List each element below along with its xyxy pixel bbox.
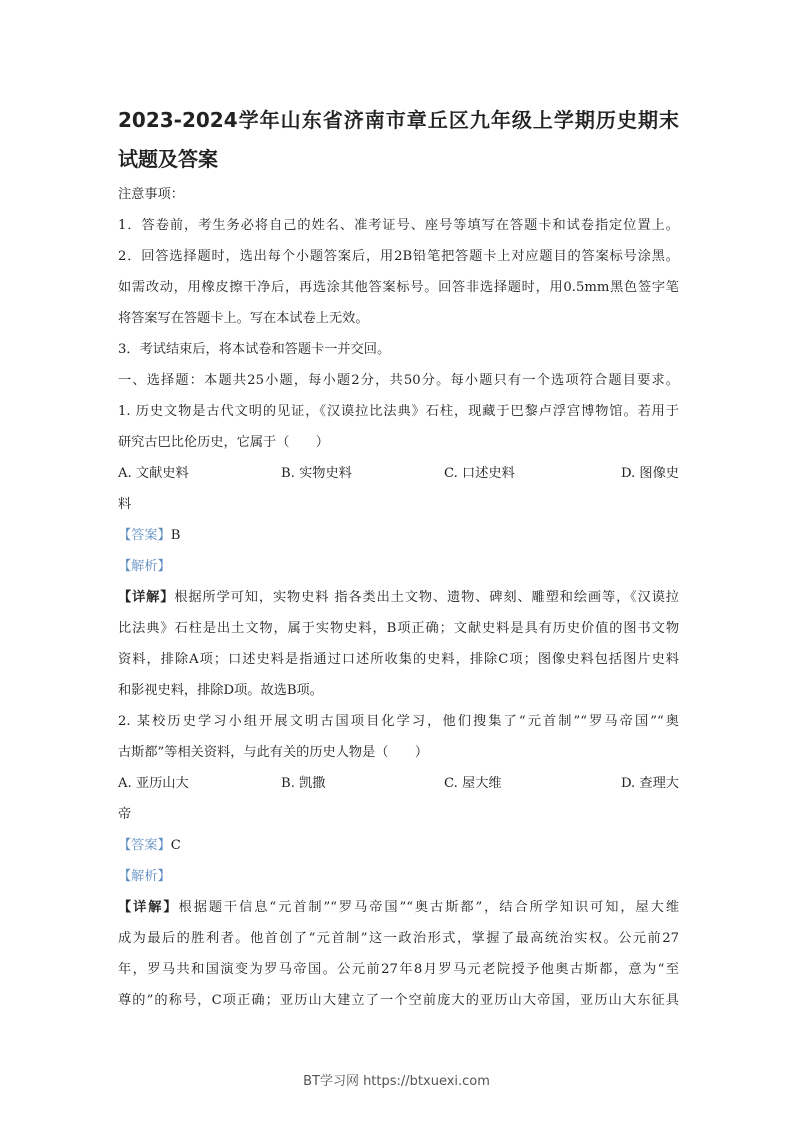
detail-text: 资料，排除A项；口述史料是指通过口述所收集的史料，排除C项；图像史料包括图片史料 bbox=[118, 652, 679, 667]
question-stem: 2. 某校历史学习小组开展文明古国项目化学习，他们搜集了“元首制”“罗马帝国”“奥 bbox=[118, 714, 679, 729]
detail-line bbox=[118, 954, 679, 985]
option-c[interactable]: C. 口述史料 bbox=[444, 466, 515, 481]
notice-line: 将答案写在答题卡上。写在本试卷上无效。 bbox=[118, 311, 369, 326]
detail-text: 年，罗马共和国演变为罗马帝国。公元前27年8月罗马元老院授予他奥古斯都，意为“至 bbox=[118, 962, 679, 977]
document-body bbox=[118, 101, 679, 1016]
notice-line: 3．考试结束后，将本试卷和答题卡一并交回。 bbox=[118, 342, 391, 357]
option-a[interactable]: A. 亚历山大 bbox=[118, 776, 189, 791]
detail-text: 根据题干信息“元首制”“罗马帝国”“奥古斯都”，结合所学知识可知，屋大维 bbox=[178, 900, 679, 915]
option-d[interactable]: D. 查理大 bbox=[620, 776, 679, 791]
question-stem: 古斯都”等相关资料，与此有关的历史人物是（ ） bbox=[118, 745, 429, 760]
option-b[interactable]: B. 凯撒 bbox=[281, 776, 326, 791]
notice-heading: 注意事项： bbox=[118, 187, 184, 202]
detail-line bbox=[118, 644, 679, 675]
notice-line: 1．答卷前，考生务必将自己的姓名、准考证号、座号等填写在答题卡和试卷指定位置上。 bbox=[118, 218, 679, 233]
option-wrap: 料 bbox=[118, 497, 132, 512]
option-c[interactable]: C. 屋大维 bbox=[444, 776, 502, 791]
section-heading: 一、选择题：本题共25小题，每小题2分，共50分。每小题只有一个选项符合题目要求。 bbox=[118, 373, 679, 388]
detail-line bbox=[118, 892, 679, 923]
answer-label: 【答案】 bbox=[118, 528, 171, 543]
footer-watermark: BT学习网 https://btxuexi.com bbox=[303, 1074, 490, 1089]
detail-line bbox=[118, 582, 679, 613]
detail-text: 和影视史料，排除D项。故选B项。 bbox=[118, 683, 323, 698]
detail-line bbox=[118, 985, 679, 1016]
answer-value: C bbox=[170, 838, 181, 853]
detail-text: 尊的”的称号，C项正确；亚历山大建立了一个空前庞大的亚历山大帝国，亚历山大东征具 bbox=[118, 993, 679, 1008]
notice-line: 2．回答选择题时，选出每个小题答案后，用2B铅笔把答题卡上对应题目的答案标号涂黑。 bbox=[118, 249, 679, 264]
detail-line bbox=[118, 923, 679, 954]
answer-value: B bbox=[170, 528, 181, 543]
analysis-label: 【解析】 bbox=[118, 559, 171, 574]
options-row bbox=[118, 458, 679, 489]
answer-line bbox=[118, 830, 679, 861]
answer-label: 【答案】 bbox=[118, 838, 171, 853]
answer-line bbox=[118, 520, 679, 551]
doc-title-line-2: 试题及答案 bbox=[118, 147, 218, 171]
detail-label: 【详解】 bbox=[118, 590, 175, 605]
option-wrap: 帝 bbox=[118, 807, 132, 822]
detail-text: 比法典》石柱是出土文物，属于实物史料，B项正确；文献史料是具有历史价值的图书文物 bbox=[118, 621, 679, 636]
detail-label: 【详解】 bbox=[118, 900, 179, 915]
options-row bbox=[118, 768, 679, 799]
doc-title-line-1: 2023-2024学年山东省济南市章丘区九年级上学期历史期末 bbox=[118, 108, 679, 132]
detail-text: 成为最后的胜利者。他首创了“元首制”这一政治形式，掌握了最高统治实权。公元前27 bbox=[118, 931, 679, 946]
detail-line bbox=[118, 675, 679, 706]
option-d[interactable]: D. 图像史 bbox=[620, 466, 679, 481]
notice-line: 如需改动，用橡皮擦干净后，再选涂其他答案标号。回答非选择题时，用0.5mm黑色签字笔 bbox=[118, 280, 679, 295]
question-stem: 研究古巴比伦历史，它属于（ ） bbox=[118, 435, 329, 450]
question-stem: 1. 历史文物是古代文明的见证，《汉谟拉比法典》石柱，现藏于巴黎卢浮宫博物馆。若用于 bbox=[118, 404, 679, 419]
detail-text: 根据所学可知，实物史料 指各类出土文物、遗物、碑刻、雕塑和绘画等，《汉谟拉 bbox=[174, 590, 679, 605]
option-a[interactable]: A. 文献史料 bbox=[118, 466, 189, 481]
detail-line bbox=[118, 613, 679, 644]
option-b[interactable]: B. 实物史料 bbox=[281, 466, 352, 481]
analysis-label: 【解析】 bbox=[118, 869, 171, 884]
